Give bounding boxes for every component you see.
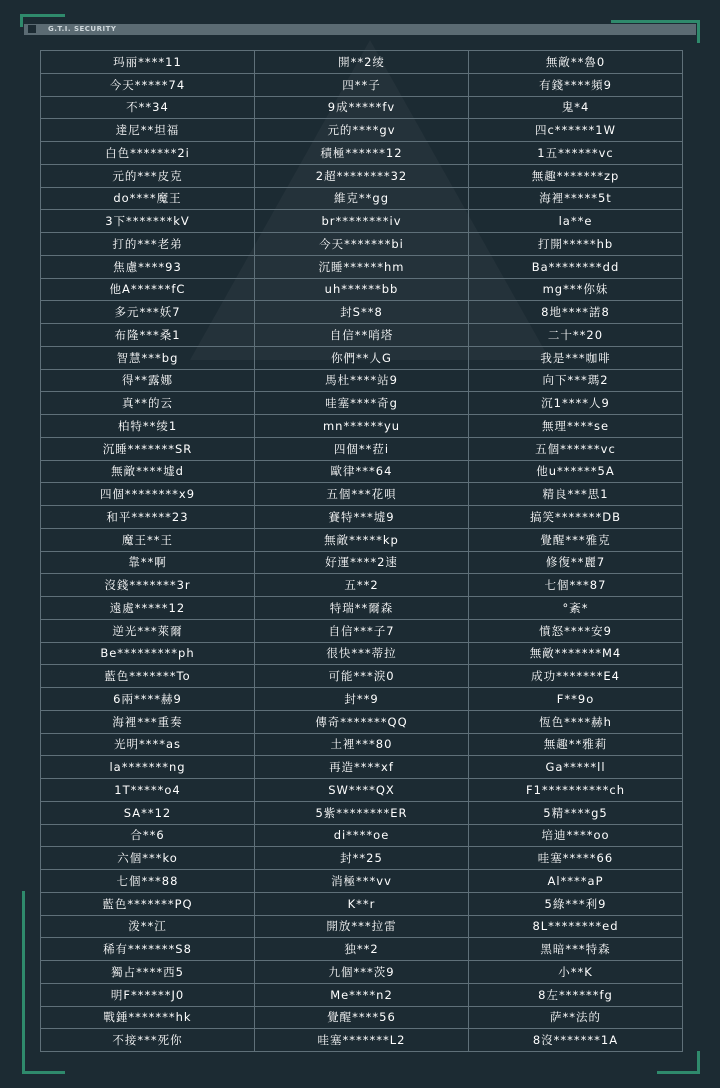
table-cell: K**r: [255, 892, 469, 915]
table-cell: 七個***88: [41, 870, 255, 893]
table-cell: 你們**人G: [255, 346, 469, 369]
table-row: [41, 142, 683, 165]
frame-corner-bottom-right: [657, 1051, 700, 1074]
table-cell: 8左******fg: [469, 983, 683, 1006]
table-cell: 元的****gv: [255, 119, 469, 142]
table-cell: 2超********32: [255, 164, 469, 187]
table-row: [41, 1006, 683, 1029]
table-row: [41, 460, 683, 483]
table-row: [41, 415, 683, 438]
table-cell: 封**25: [255, 847, 469, 870]
table-cell: 無敵****墟d: [41, 460, 255, 483]
table-row: [41, 870, 683, 893]
table-row: [41, 597, 683, 620]
table-cell: 五個***花唄: [255, 483, 469, 506]
table-cell: 独**2: [255, 938, 469, 961]
table-cell: 不接***死你: [41, 1029, 255, 1052]
table-cell: 他u******5A: [469, 460, 683, 483]
header-square-icon: [28, 25, 36, 33]
table-row: [41, 437, 683, 460]
table-cell: 9成*****fv: [255, 96, 469, 119]
table-cell: 消極***vv: [255, 870, 469, 893]
table-cell: 今天*******bi: [255, 233, 469, 256]
table-cell: mn******yu: [255, 415, 469, 438]
table-cell: 鬼*4: [469, 96, 683, 119]
table-cell: 六個***ko: [41, 847, 255, 870]
table-cell: Al****aP: [469, 870, 683, 893]
table-cell: 可能***淚0: [255, 665, 469, 688]
table-cell: 培迪****oo: [469, 824, 683, 847]
table-cell: 明F******J0: [41, 983, 255, 1006]
table-cell: Me****n2: [255, 983, 469, 1006]
table-cell: 五個******vc: [469, 437, 683, 460]
table-cell: mg***你妹: [469, 278, 683, 301]
table-cell: 無理****se: [469, 415, 683, 438]
table-row: [41, 324, 683, 347]
name-table: [40, 50, 683, 1052]
table-cell: 3下*******kV: [41, 210, 255, 233]
table-cell: 戰錘*******hk: [41, 1006, 255, 1029]
table-row: [41, 733, 683, 756]
table-cell: 封**9: [255, 688, 469, 711]
table-cell: 合**6: [41, 824, 255, 847]
table-cell: 沉睡******hm: [255, 255, 469, 278]
table-cell: 封S**8: [255, 301, 469, 324]
table-cell: 四**子: [255, 73, 469, 96]
table-cell: Be*********ph: [41, 642, 255, 665]
table-row: [41, 119, 683, 142]
table-cell: 魔王**王: [41, 528, 255, 551]
table-row: [41, 96, 683, 119]
header-bar: [24, 24, 696, 35]
table-cell: 5綠***利9: [469, 892, 683, 915]
table-cell: 無敵*****kp: [255, 528, 469, 551]
table-cell: 靠**啊: [41, 551, 255, 574]
table-cell: 多元***妖7: [41, 301, 255, 324]
table-cell: 無敵**魯0: [469, 51, 683, 74]
table-row: [41, 824, 683, 847]
table-row: [41, 369, 683, 392]
table-cell: 他A******fC: [41, 278, 255, 301]
table-cell: 光明****as: [41, 733, 255, 756]
table-row: [41, 164, 683, 187]
table-cell: 獨占****西5: [41, 961, 255, 984]
table-row: [41, 506, 683, 529]
table-row: [41, 210, 683, 233]
table-cell: 打開*****hb: [469, 233, 683, 256]
table-cell: 憤怒****安9: [469, 619, 683, 642]
table-cell: 二十**20: [469, 324, 683, 347]
table-row: [41, 961, 683, 984]
table-cell: 自信**哨塔: [255, 324, 469, 347]
table-cell: 歐律***64: [255, 460, 469, 483]
table-row: [41, 574, 683, 597]
table-cell: 四個**菈i: [255, 437, 469, 460]
table-cell: 積極******12: [255, 142, 469, 165]
table-row: [41, 710, 683, 733]
table-row: [41, 938, 683, 961]
table-cell: do****魔王: [41, 187, 255, 210]
table-cell: 覺醒****56: [255, 1006, 469, 1029]
table-cell: la*******ng: [41, 756, 255, 779]
table-cell: 無敵*******M4: [469, 642, 683, 665]
table-row: [41, 847, 683, 870]
table-cell: 哇塞*******L2: [255, 1029, 469, 1052]
table-cell: 好運****2速: [255, 551, 469, 574]
table-row: [41, 278, 683, 301]
table-cell: 很快***蒂拉: [255, 642, 469, 665]
table-cell: 海裡*****5t: [469, 187, 683, 210]
table-cell: 稀有*******S8: [41, 938, 255, 961]
table-row: [41, 892, 683, 915]
table-cell: 小**K: [469, 961, 683, 984]
table-cell: br********iv: [255, 210, 469, 233]
table-row: [41, 915, 683, 938]
table-cell: 再造****xf: [255, 756, 469, 779]
table-cell: 土裡***80: [255, 733, 469, 756]
table-cell: la**e: [469, 210, 683, 233]
table-cell: SA**12: [41, 801, 255, 824]
table-cell: 達尼**坦福: [41, 119, 255, 142]
table-cell: 成功*******E4: [469, 665, 683, 688]
table-cell: 玛丽****11: [41, 51, 255, 74]
table-row: [41, 642, 683, 665]
table-cell: 布隆***桑1: [41, 324, 255, 347]
table-cell: 8沒*******1A: [469, 1029, 683, 1052]
table-row: [41, 301, 683, 324]
table-cell: Ba********dd: [469, 255, 683, 278]
table-cell: 黑暗***特森: [469, 938, 683, 961]
header-title: G.T.I. SECURITY: [48, 25, 117, 33]
table-cell: 四c******1W: [469, 119, 683, 142]
table-row: [41, 619, 683, 642]
table-cell: 5紫********ER: [255, 801, 469, 824]
table-cell: 九個***茨9: [255, 961, 469, 984]
table-cell: 維克**gg: [255, 187, 469, 210]
table-cell: 泼**江: [41, 915, 255, 938]
table-row: [41, 233, 683, 256]
table-cell: 藍色*******To: [41, 665, 255, 688]
table-cell: °紊*: [469, 597, 683, 620]
table-cell: 今天*****74: [41, 73, 255, 96]
table-cell: 七個***87: [469, 574, 683, 597]
table-cell: 我是***咖啡: [469, 346, 683, 369]
table-cell: 哇塞*****66: [469, 847, 683, 870]
table-cell: 四個********x9: [41, 483, 255, 506]
table-cell: 真**的云: [41, 392, 255, 415]
table-cell: F**9o: [469, 688, 683, 711]
table-row: [41, 483, 683, 506]
table-cell: 馬杜****站9: [255, 369, 469, 392]
table-cell: 賽特***墟9: [255, 506, 469, 529]
table-row: [41, 392, 683, 415]
table-row: [41, 688, 683, 711]
table-cell: 海裡***重奏: [41, 710, 255, 733]
table-cell: 無趣*******zp: [469, 164, 683, 187]
table-cell: 修復**麗7: [469, 551, 683, 574]
table-cell: 逆光***萊爾: [41, 619, 255, 642]
table-row: [41, 756, 683, 779]
table-cell: 覺醒***雅克: [469, 528, 683, 551]
table-cell: 8L********ed: [469, 915, 683, 938]
table-row: [41, 73, 683, 96]
table-row: [41, 801, 683, 824]
table-cell: 精良***思1: [469, 483, 683, 506]
table-cell: SW****QX: [255, 779, 469, 802]
table-cell: 有錢****頻9: [469, 73, 683, 96]
table-row: [41, 255, 683, 278]
table-row: [41, 551, 683, 574]
table-cell: 不**34: [41, 96, 255, 119]
table-cell: F1**********ch: [469, 779, 683, 802]
table-cell: 無趣**雅莉: [469, 733, 683, 756]
table-cell: Ga*****ll: [469, 756, 683, 779]
table-cell: 傳奇*******QQ: [255, 710, 469, 733]
table-cell: 元的***皮克: [41, 164, 255, 187]
name-table-body: [41, 51, 683, 1052]
table-cell: 柏特**绫1: [41, 415, 255, 438]
table-row: [41, 779, 683, 802]
table-cell: 哇塞****奇g: [255, 392, 469, 415]
table-cell: uh******bb: [255, 278, 469, 301]
table-cell: 自信***子7: [255, 619, 469, 642]
table-row: [41, 1029, 683, 1052]
table-cell: 和平******23: [41, 506, 255, 529]
table-cell: 特瑞**爾森: [255, 597, 469, 620]
table-cell: 向下***瑪2: [469, 369, 683, 392]
table-cell: di****oe: [255, 824, 469, 847]
table-cell: 1五******vc: [469, 142, 683, 165]
table-cell: 8地****諾8: [469, 301, 683, 324]
table-cell: 藍色*******PQ: [41, 892, 255, 915]
table-cell: 沉1****人9: [469, 392, 683, 415]
table-cell: 沉睡*******SR: [41, 437, 255, 460]
table-cell: 恆色****赫h: [469, 710, 683, 733]
table-cell: 智慧***bg: [41, 346, 255, 369]
table-row: [41, 346, 683, 369]
table-cell: 開**2绫: [255, 51, 469, 74]
table-cell: 1T*****o4: [41, 779, 255, 802]
table-cell: 搞笑*******DB: [469, 506, 683, 529]
table-cell: 開放***拉雷: [255, 915, 469, 938]
table-cell: 6兩****赫9: [41, 688, 255, 711]
table-row: [41, 665, 683, 688]
table-cell: 白色*******2i: [41, 142, 255, 165]
table-cell: 焦慮****93: [41, 255, 255, 278]
table-cell: 遠處*****12: [41, 597, 255, 620]
table-cell: 5精****g5: [469, 801, 683, 824]
table-cell: 打的***老弟: [41, 233, 255, 256]
table-row: [41, 187, 683, 210]
table-cell: 五**2: [255, 574, 469, 597]
table-row: [41, 51, 683, 74]
table-cell: 萨**法的: [469, 1006, 683, 1029]
table-row: [41, 528, 683, 551]
table-cell: 得**露娜: [41, 369, 255, 392]
table-cell: 沒錢*******3r: [41, 574, 255, 597]
table-row: [41, 983, 683, 1006]
